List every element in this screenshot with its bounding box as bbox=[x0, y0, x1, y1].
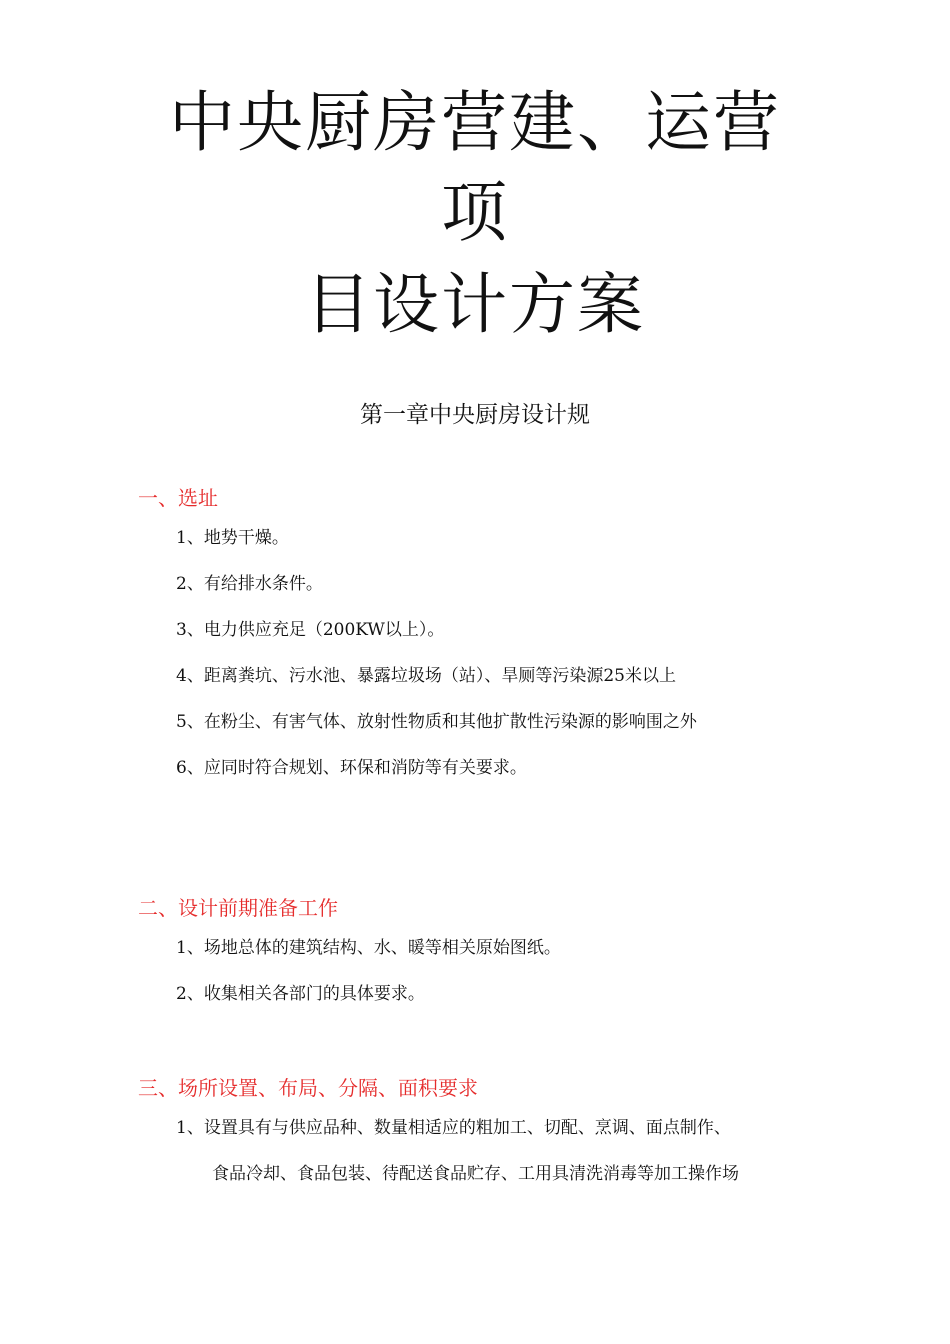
list-item: 4、距离粪坑、污水池、暴露垃圾场（站）、旱厕等污染源25米以上 bbox=[176, 666, 676, 686]
list-item: 2、有给排水条件。 bbox=[176, 574, 323, 594]
section-heading-layout-requirements: 三、场所设置、布局、分隔、面积要求 bbox=[138, 1076, 478, 1100]
list-item: 1、场地总体的建筑结构、水、暖等相关原始图纸。 bbox=[176, 938, 561, 958]
list-item: 3、电力供应充足（200KW以上）。 bbox=[176, 620, 445, 640]
document-title-line-1: 中央厨房营建、运营 bbox=[169, 84, 781, 161]
list-item: 5、在粉尘、有害气体、放射性物质和其他扩散性污染源的影响围之外 bbox=[176, 712, 697, 732]
list-item-continuation: 食品冷却、食品包装、待配送食品贮存、工用具清洗消毒等加工操作场 bbox=[212, 1164, 739, 1184]
document-title-line-2: 项 bbox=[441, 174, 509, 251]
section-heading-site-selection: 一、选址 bbox=[138, 486, 218, 510]
chapter-title: 第一章中央厨房设计规 bbox=[360, 402, 590, 428]
list-item: 2、收集相关各部门的具体要求。 bbox=[176, 984, 425, 1004]
list-item: 1、设置具有与供应品种、数量相适应的粗加工、切配、烹调、面点制作、 bbox=[176, 1118, 731, 1138]
section-heading-preparation: 二、设计前期准备工作 bbox=[138, 896, 338, 920]
list-item: 6、应同时符合规划、环保和消防等有关要求。 bbox=[176, 758, 527, 778]
list-item: 1、地势干燥。 bbox=[176, 528, 289, 548]
document-title-line-3: 目设计方案 bbox=[305, 266, 645, 343]
